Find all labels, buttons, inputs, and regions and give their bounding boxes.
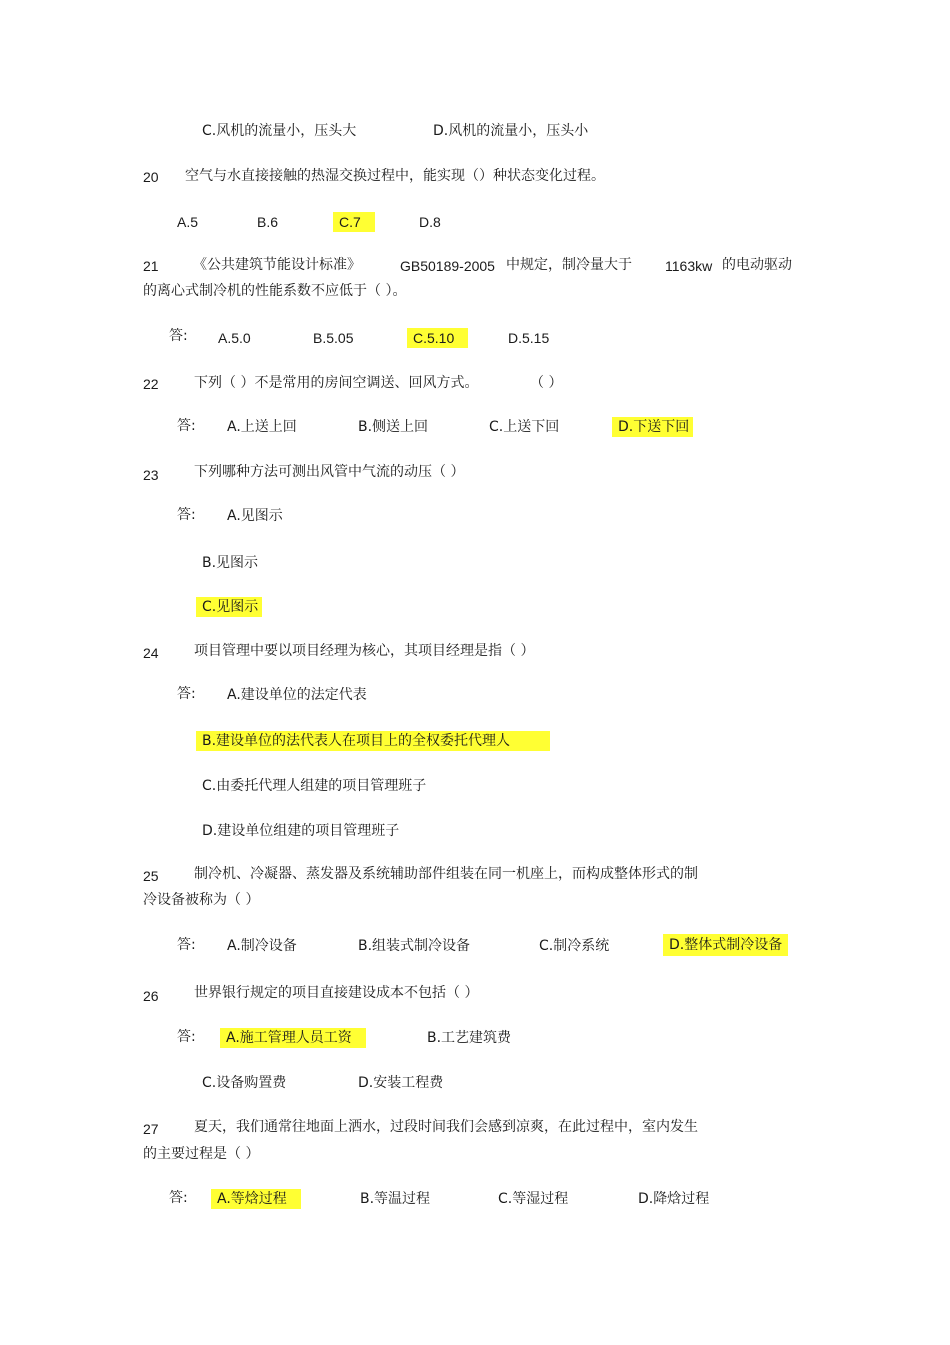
- q24-option-c: C.由委托代理人组建的项目管理班子: [202, 778, 427, 794]
- q27-option-c: C.等湿过程: [498, 1191, 569, 1207]
- q25-option-d-answer: D.整体式制冷设备: [663, 934, 788, 956]
- q25-answer-label: 答:: [177, 937, 196, 953]
- q26-option-d: D.安装工程费: [358, 1075, 444, 1091]
- q20-option-a: A.5: [177, 214, 199, 230]
- q26-answer-label: 答:: [177, 1029, 196, 1045]
- prev-option-d: D.风机的流量小，压头小: [433, 123, 589, 139]
- q22-answer-label: 答:: [177, 418, 196, 434]
- q22-option-b: B.侧送上回: [358, 419, 429, 435]
- q25-line1: 制冷机、冷凝器、蒸发器及系统辅助部件组装在同一机座上，而构成整体形式的制: [194, 866, 698, 882]
- q24-number: 24: [143, 645, 159, 661]
- q24-option-a: A.建设单位的法定代表: [227, 687, 367, 703]
- q21-text-5: 的电动驱动: [722, 257, 792, 273]
- q26-option-b: B.工艺建筑费: [427, 1030, 512, 1046]
- q27-line1: 夏天，我们通常往地面上洒水，过段时间我们会感到凉爽，在此过程中，室内发生: [194, 1119, 698, 1135]
- q27-answer-label: 答:: [169, 1190, 188, 1206]
- q25-option-a: A.制冷设备: [227, 938, 297, 954]
- q20-option-b: B.6: [257, 214, 279, 230]
- q23-option-c-answer: C.见图示: [196, 597, 262, 617]
- q22-option-d-answer: D.下送下回: [612, 417, 693, 437]
- q24-option-b-answer: B.建设单位的法代表人在项目上的全权委托代理人: [196, 731, 550, 751]
- q27-line2: 的主要过程是（ ）: [143, 1146, 260, 1162]
- q21-option-b: B.5.05: [313, 330, 354, 346]
- q26-option-a-answer: A.施工管理人员工资: [220, 1028, 366, 1048]
- q21-text-1: 《公共建筑节能设计标准》: [193, 257, 361, 273]
- q25-option-c: C.制冷系统: [539, 938, 610, 954]
- q20-option-c-answer: C.7: [333, 212, 375, 232]
- q24-answer-label: 答:: [177, 686, 196, 702]
- q21-line2: 的离心式制冷机的性能系数不应低于（ ）。: [143, 283, 407, 299]
- q21-option-c-answer: C.5.10: [407, 328, 468, 348]
- q20-text: 空气与水直接接触的热湿交换过程中，能实现（）种状态变化过程。: [185, 168, 605, 184]
- q20-number: 20: [143, 169, 159, 185]
- q26-text: 世界银行规定的项目直接建设成本不包括（ ）: [194, 985, 479, 1001]
- q21-text-4: 1163kw: [665, 258, 713, 274]
- q21-answer-label: 答:: [169, 328, 188, 344]
- q22-paren: （ ）: [530, 375, 563, 391]
- q21-option-d: D.5.15: [508, 330, 550, 346]
- q22-number: 22: [143, 376, 159, 392]
- q22-option-a: A.上送上回: [227, 419, 297, 435]
- q22-option-c: C.上送下回: [489, 419, 560, 435]
- q23-text: 下列哪种方法可测出风管中气流的动压（ ）: [194, 464, 465, 480]
- q24-option-d: D.建设单位组建的项目管理班子: [202, 823, 400, 839]
- q21-option-a: A.5.0: [218, 330, 251, 346]
- q27-number: 27: [143, 1121, 159, 1137]
- prev-option-c: C.风机的流量小，压头大: [202, 123, 357, 139]
- q23-answer-label: 答:: [177, 507, 196, 523]
- q20-option-d: D.8: [419, 214, 441, 230]
- q21-text-2: GB50189-2005: [400, 258, 495, 274]
- q21-text-3: 中规定，制冷量大于: [506, 257, 632, 273]
- q23-option-a: A.见图示: [227, 508, 283, 524]
- q23-option-b: B.见图示: [202, 555, 259, 571]
- q27-option-b: B.等温过程: [360, 1191, 431, 1207]
- q27-option-a-answer: A.等焓过程: [211, 1189, 301, 1209]
- q25-option-b: B.组装式制冷设备: [358, 938, 471, 954]
- q23-number: 23: [143, 467, 159, 483]
- q26-option-c: C.设备购置费: [202, 1075, 287, 1091]
- q22-text: 下列（ ）不是常用的房间空调送、回风方式。: [194, 375, 479, 391]
- q25-line2: 冷设备被称为（ ）: [143, 892, 260, 908]
- q21-number: 21: [143, 258, 159, 274]
- q26-number: 26: [143, 988, 159, 1004]
- q24-text: 项目管理中要以项目经理为核心，其项目经理是指（ ）: [194, 643, 535, 659]
- q25-number: 25: [143, 868, 159, 884]
- q27-option-d: D.降焓过程: [638, 1191, 710, 1207]
